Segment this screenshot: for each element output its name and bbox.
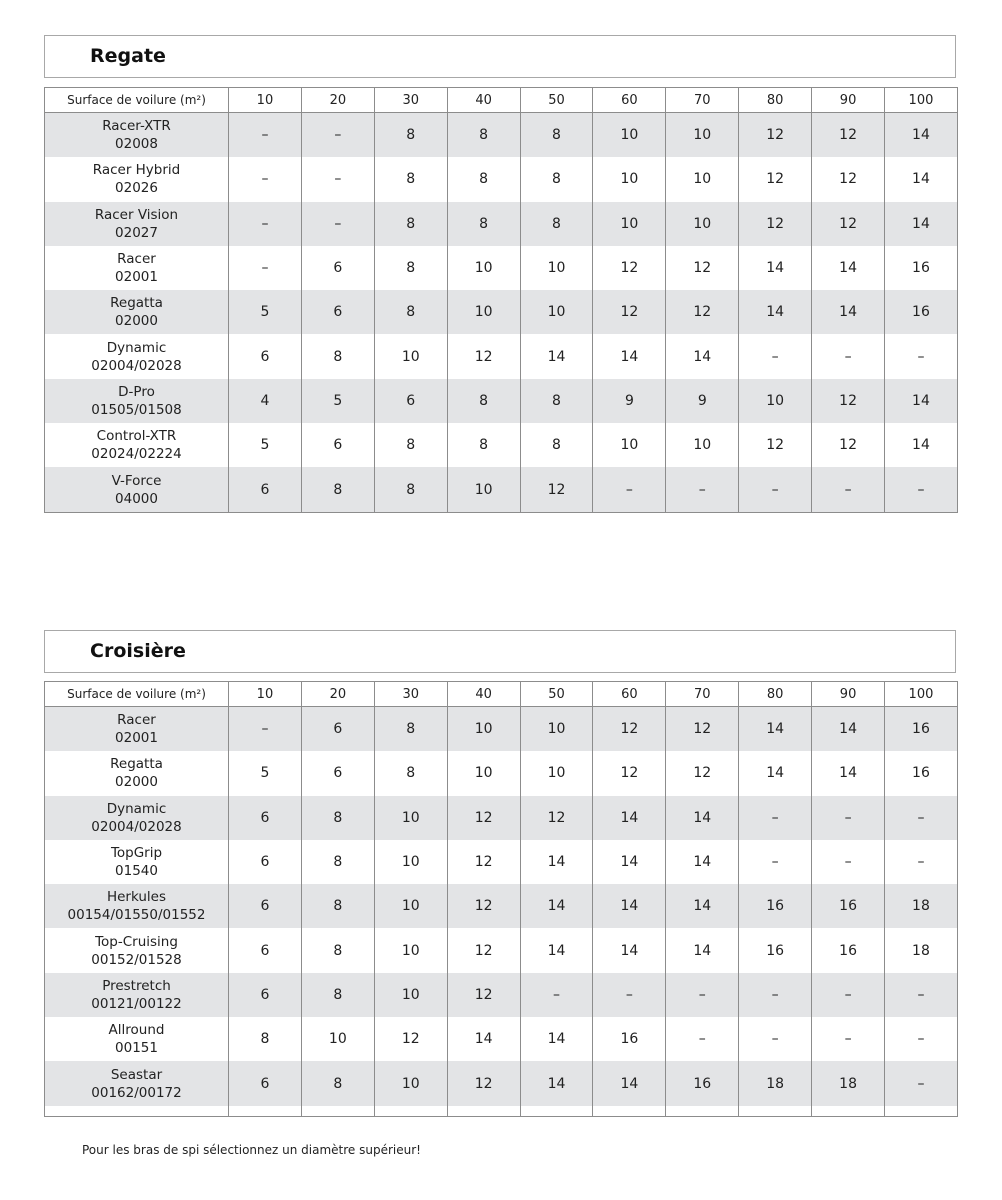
product-cell [45, 707, 229, 752]
section-title: Croisière [90, 640, 186, 662]
diameter-cell: 8 [374, 202, 447, 246]
diameter-cell: 14 [812, 290, 885, 334]
header-surface-value: 60 [593, 88, 666, 113]
diameter-cell: 12 [666, 707, 739, 752]
diameter-cell: – [301, 157, 374, 201]
diameter-cell: 10 [447, 246, 520, 290]
diameter-cell: – [301, 202, 374, 246]
product-cell [45, 796, 229, 840]
diameter-cell: 6 [229, 1061, 302, 1105]
table-row [45, 334, 958, 378]
diameter-cell: 6 [229, 973, 302, 1017]
table-row [45, 840, 958, 884]
diameter-cell: 6 [229, 928, 302, 972]
table-row [45, 379, 958, 423]
diameter-cell: 16 [885, 290, 958, 334]
table-header-row [45, 682, 958, 707]
diameter-cell: 8 [301, 928, 374, 972]
spacer-cell [885, 1106, 958, 1117]
diameter-cell: 12 [593, 290, 666, 334]
diameter-cell: 14 [520, 840, 593, 884]
footnote: Pour les bras de spi sélectionnez un diamètre supérieur! [82, 1143, 421, 1157]
diameter-cell: – [593, 973, 666, 1017]
diameter-cell: 18 [812, 1061, 885, 1105]
diameter-cell: 10 [447, 467, 520, 512]
product-name: Top-Cruising [95, 933, 178, 950]
product-cell [45, 467, 229, 512]
product-code: 02027 [115, 224, 158, 241]
table-row [45, 246, 958, 290]
diameter-cell: 14 [593, 1061, 666, 1105]
spacer-cell [374, 1106, 447, 1117]
diameter-cell: 8 [374, 751, 447, 795]
table-row [45, 796, 958, 840]
product-name: Racer [117, 251, 156, 268]
diameter-cell: 12 [739, 202, 812, 246]
diameter-cell: – [229, 202, 302, 246]
product-code: 01505/01508 [91, 401, 182, 418]
diameter-cell: 10 [520, 290, 593, 334]
regate-title-box [44, 35, 956, 78]
diameter-cell: 6 [301, 246, 374, 290]
diameter-cell: 8 [374, 707, 447, 752]
diameter-cell: – [885, 334, 958, 378]
spacer-cell [666, 1106, 739, 1117]
diameter-cell: 6 [301, 423, 374, 467]
diameter-cell: – [885, 796, 958, 840]
diameter-cell: 14 [885, 113, 958, 158]
diameter-cell: 12 [739, 423, 812, 467]
diameter-cell: – [812, 796, 885, 840]
header-surface-value: 60 [593, 682, 666, 707]
product-code: 02004/02028 [91, 357, 182, 374]
diameter-cell: 14 [739, 290, 812, 334]
header-surface-value: 90 [812, 682, 885, 707]
product-name: Herkules [106, 889, 167, 906]
diameter-cell: 12 [447, 884, 520, 928]
product-name: Regatta [110, 756, 163, 773]
diameter-cell: – [593, 467, 666, 512]
diameter-cell: – [812, 1017, 885, 1061]
product-cell [45, 157, 229, 201]
table-row [45, 928, 958, 972]
product-name: Dynamic [106, 339, 167, 356]
diameter-cell: 16 [812, 884, 885, 928]
diameter-cell: 8 [447, 423, 520, 467]
diameter-cell: 12 [812, 423, 885, 467]
header-surface-value: 50 [520, 88, 593, 113]
diameter-cell: 12 [593, 751, 666, 795]
product-cell [45, 1017, 229, 1061]
diameter-cell: 4 [229, 379, 302, 423]
diameter-cell: 8 [374, 290, 447, 334]
diameter-cell: 14 [593, 334, 666, 378]
section-title: Regate [90, 45, 166, 67]
diameter-cell: – [885, 840, 958, 884]
table-row [45, 884, 958, 928]
product-code: 02008 [115, 136, 158, 153]
diameter-cell: 10 [666, 423, 739, 467]
diameter-cell: 8 [374, 423, 447, 467]
diameter-cell: 14 [593, 928, 666, 972]
product-name: Seastar [110, 1066, 163, 1083]
diameter-cell: 12 [374, 1017, 447, 1061]
header-surface-value: 50 [520, 682, 593, 707]
table-row [45, 423, 958, 467]
diameter-cell: 14 [812, 707, 885, 752]
product-name: Racer-XTR [102, 118, 171, 135]
diameter-cell: – [229, 246, 302, 290]
diameter-cell: 6 [229, 884, 302, 928]
diameter-cell: 12 [812, 379, 885, 423]
header-surface-value: 10 [229, 682, 302, 707]
diameter-cell: 14 [739, 751, 812, 795]
diameter-cell: 14 [666, 840, 739, 884]
header-surface-value: 100 [885, 88, 958, 113]
diameter-cell: – [666, 1017, 739, 1061]
diameter-cell: 10 [301, 1017, 374, 1061]
diameter-cell: 10 [447, 290, 520, 334]
product-name: Racer Hybrid [92, 162, 181, 179]
diameter-cell: 14 [520, 334, 593, 378]
diameter-cell: 10 [374, 334, 447, 378]
product-name: Racer [117, 712, 156, 729]
diameter-cell: – [229, 157, 302, 201]
spacer-cell [447, 1106, 520, 1117]
table-row [45, 707, 958, 752]
diameter-cell: 16 [593, 1017, 666, 1061]
product-name: Racer Vision [94, 206, 179, 223]
product-code: 04000 [115, 490, 158, 507]
diameter-cell: 18 [739, 1061, 812, 1105]
diameter-cell: 12 [666, 246, 739, 290]
product-code: 02024/02224 [91, 446, 182, 463]
product-code: 02026 [115, 180, 158, 197]
product-code: 00151 [115, 1040, 158, 1057]
diameter-cell: 12 [520, 467, 593, 512]
table-row [45, 1017, 958, 1061]
diameter-cell: 12 [447, 1061, 520, 1105]
diameter-cell: 8 [301, 840, 374, 884]
spacer-cell [739, 1106, 812, 1117]
diameter-cell: 9 [666, 379, 739, 423]
diameter-cell: 8 [520, 157, 593, 201]
diameter-cell: 12 [812, 113, 885, 158]
product-code: 02000 [115, 313, 158, 330]
diameter-cell: 10 [666, 113, 739, 158]
product-name: V-Force [111, 472, 162, 489]
diameter-cell: 6 [229, 840, 302, 884]
diameter-cell: 12 [812, 157, 885, 201]
product-code: 02004/02028 [91, 818, 182, 835]
diameter-cell: – [885, 973, 958, 1017]
product-code: 00154/01550/01552 [67, 907, 206, 924]
product-cell [45, 113, 229, 158]
diameter-cell: 12 [520, 796, 593, 840]
diameter-cell: 14 [885, 157, 958, 201]
product-cell [45, 202, 229, 246]
diameter-cell: 18 [885, 928, 958, 972]
table-header-row [45, 88, 958, 113]
header-surface-value: 30 [374, 682, 447, 707]
diameter-cell: 9 [593, 379, 666, 423]
header-surface-label: Surface de voilure (m²) [45, 682, 229, 707]
product-cell [45, 884, 229, 928]
table-spacer-row [45, 1106, 958, 1117]
diameter-cell: 16 [885, 707, 958, 752]
diameter-cell: 10 [593, 157, 666, 201]
diameter-cell: 8 [520, 423, 593, 467]
product-cell [45, 973, 229, 1017]
diameter-cell: 10 [666, 202, 739, 246]
diameter-cell: 18 [885, 884, 958, 928]
diameter-cell: – [739, 973, 812, 1017]
diameter-cell: 14 [447, 1017, 520, 1061]
diameter-cell: 8 [374, 467, 447, 512]
diameter-cell: – [739, 796, 812, 840]
diameter-cell: 14 [593, 796, 666, 840]
product-name: Prestretch [102, 977, 171, 994]
diameter-cell: 10 [593, 202, 666, 246]
diameter-cell: 12 [666, 290, 739, 334]
product-cell [45, 423, 229, 467]
diameter-cell: – [229, 707, 302, 752]
diameter-cell: – [885, 467, 958, 512]
diameter-cell: 6 [229, 796, 302, 840]
diameter-cell: 5 [229, 423, 302, 467]
header-surface-value: 100 [885, 682, 958, 707]
diameter-cell: – [812, 840, 885, 884]
diameter-cell: 14 [593, 884, 666, 928]
croisiere-title-box [44, 630, 956, 673]
diameter-cell: 10 [374, 840, 447, 884]
diameter-cell: – [739, 1017, 812, 1061]
diameter-cell: 5 [229, 751, 302, 795]
header-surface-value: 40 [447, 88, 520, 113]
spacer-cell [520, 1106, 593, 1117]
diameter-cell: 10 [520, 707, 593, 752]
diameter-cell: 14 [520, 928, 593, 972]
diameter-cell: 14 [520, 884, 593, 928]
product-name: Allround [108, 1022, 165, 1039]
header-surface-value: 80 [739, 88, 812, 113]
table-row [45, 467, 958, 512]
diameter-cell: 8 [301, 334, 374, 378]
diameter-cell: 12 [739, 113, 812, 158]
diameter-cell: 8 [520, 113, 593, 158]
diameter-cell: 12 [593, 246, 666, 290]
diameter-cell: – [885, 1017, 958, 1061]
diameter-cell: 16 [812, 928, 885, 972]
spacer-cell [593, 1106, 666, 1117]
diameter-cell: 14 [739, 246, 812, 290]
table-row [45, 202, 958, 246]
diameter-cell: 14 [739, 707, 812, 752]
diameter-cell: 10 [374, 973, 447, 1017]
diameter-cell: 6 [374, 379, 447, 423]
header-surface-value: 80 [739, 682, 812, 707]
diameter-cell: 12 [812, 202, 885, 246]
product-name: D-Pro [118, 383, 155, 400]
diameter-cell: 6 [229, 467, 302, 512]
product-cell [45, 246, 229, 290]
diameter-cell: – [666, 467, 739, 512]
header-surface-value: 20 [301, 682, 374, 707]
diameter-cell: 10 [593, 113, 666, 158]
diameter-cell: 12 [593, 707, 666, 752]
diameter-cell: – [812, 467, 885, 512]
table-row [45, 290, 958, 334]
diameter-cell: 16 [739, 928, 812, 972]
diameter-cell: 8 [447, 202, 520, 246]
diameter-cell: – [885, 1061, 958, 1105]
diameter-cell: 8 [520, 202, 593, 246]
product-name: Control-XTR [96, 428, 177, 445]
diameter-cell: 10 [666, 157, 739, 201]
diameter-cell: 12 [739, 157, 812, 201]
diameter-cell: – [520, 973, 593, 1017]
product-name: Dynamic [106, 800, 167, 817]
product-code: 02000 [115, 774, 158, 791]
table-row [45, 1061, 958, 1105]
diameter-cell: 8 [374, 246, 447, 290]
diameter-cell: 12 [447, 928, 520, 972]
diameter-cell: 14 [666, 334, 739, 378]
table-row [45, 157, 958, 201]
product-cell [45, 290, 229, 334]
product-code: 00121/00122 [91, 995, 182, 1012]
spacer-cell [301, 1106, 374, 1117]
product-code: 01540 [115, 863, 158, 880]
diameter-cell: 8 [301, 884, 374, 928]
diameter-cell: 6 [229, 334, 302, 378]
diameter-cell: 8 [229, 1017, 302, 1061]
product-cell [45, 928, 229, 972]
product-name: TopGrip [110, 845, 163, 862]
diameter-cell: 14 [666, 928, 739, 972]
diameter-cell: 10 [593, 423, 666, 467]
product-code: 02001 [115, 730, 158, 747]
diameter-cell: 14 [812, 751, 885, 795]
spacer-cell [812, 1106, 885, 1117]
diameter-cell: – [812, 334, 885, 378]
diameter-cell: 16 [885, 246, 958, 290]
diameter-cell: 14 [520, 1061, 593, 1105]
header-surface-value: 40 [447, 682, 520, 707]
product-code: 02001 [115, 269, 158, 286]
diameter-cell: 5 [229, 290, 302, 334]
diameter-cell: – [739, 467, 812, 512]
diameter-cell: 10 [739, 379, 812, 423]
diameter-cell: 10 [520, 246, 593, 290]
diameter-cell: 6 [301, 707, 374, 752]
diameter-cell: 14 [885, 423, 958, 467]
diameter-cell: 5 [301, 379, 374, 423]
diameter-cell: 8 [520, 379, 593, 423]
diameter-cell: 8 [301, 973, 374, 1017]
diameter-cell: – [666, 973, 739, 1017]
table-row [45, 973, 958, 1017]
diameter-cell: 12 [666, 751, 739, 795]
table-row [45, 751, 958, 795]
diameter-cell: 10 [520, 751, 593, 795]
croisiere-table [44, 681, 958, 1117]
product-name: Regatta [110, 295, 163, 312]
diameter-cell: – [229, 113, 302, 158]
product-code: 00162/00172 [91, 1084, 182, 1101]
diameter-cell: 6 [301, 751, 374, 795]
diameter-cell: 12 [447, 973, 520, 1017]
diameter-cell: 10 [374, 796, 447, 840]
diameter-cell: 6 [301, 290, 374, 334]
header-surface-value: 70 [666, 682, 739, 707]
diameter-cell: 14 [593, 840, 666, 884]
diameter-cell: 16 [666, 1061, 739, 1105]
diameter-cell: 14 [812, 246, 885, 290]
diameter-cell: 8 [301, 1061, 374, 1105]
diameter-cell: – [812, 973, 885, 1017]
diameter-cell: 14 [666, 884, 739, 928]
diameter-cell: 14 [520, 1017, 593, 1061]
diameter-cell: 12 [447, 796, 520, 840]
product-cell [45, 751, 229, 795]
product-cell [45, 1061, 229, 1105]
diameter-cell: 8 [301, 467, 374, 512]
product-cell [45, 379, 229, 423]
spacer-cell [229, 1106, 302, 1117]
diameter-cell: 10 [374, 928, 447, 972]
product-code: 00152/01528 [91, 951, 182, 968]
diameter-cell: 14 [666, 796, 739, 840]
diameter-cell: 10 [447, 707, 520, 752]
diameter-cell: 12 [447, 334, 520, 378]
header-surface-value: 30 [374, 88, 447, 113]
diameter-cell: 14 [885, 379, 958, 423]
diameter-cell: 10 [374, 884, 447, 928]
diameter-cell: 8 [301, 796, 374, 840]
diameter-cell: 14 [885, 202, 958, 246]
spacer-cell [45, 1106, 229, 1117]
diameter-cell: 8 [447, 379, 520, 423]
header-surface-value: 10 [229, 88, 302, 113]
header-surface-value: 20 [301, 88, 374, 113]
diameter-cell: 12 [447, 840, 520, 884]
diameter-cell: 8 [374, 113, 447, 158]
product-cell [45, 334, 229, 378]
product-cell [45, 840, 229, 884]
diameter-cell: 16 [739, 884, 812, 928]
header-surface-value: 70 [666, 88, 739, 113]
diameter-cell: 16 [885, 751, 958, 795]
diameter-cell: 8 [447, 113, 520, 158]
diameter-cell: 8 [374, 157, 447, 201]
diameter-cell: – [739, 334, 812, 378]
header-surface-value: 90 [812, 88, 885, 113]
regate-table [44, 87, 958, 513]
diameter-cell: – [301, 113, 374, 158]
diameter-cell: 10 [447, 751, 520, 795]
header-surface-label: Surface de voilure (m²) [45, 88, 229, 113]
diameter-cell: 10 [374, 1061, 447, 1105]
diameter-cell: – [739, 840, 812, 884]
table-row [45, 113, 958, 158]
diameter-cell: 8 [447, 157, 520, 201]
